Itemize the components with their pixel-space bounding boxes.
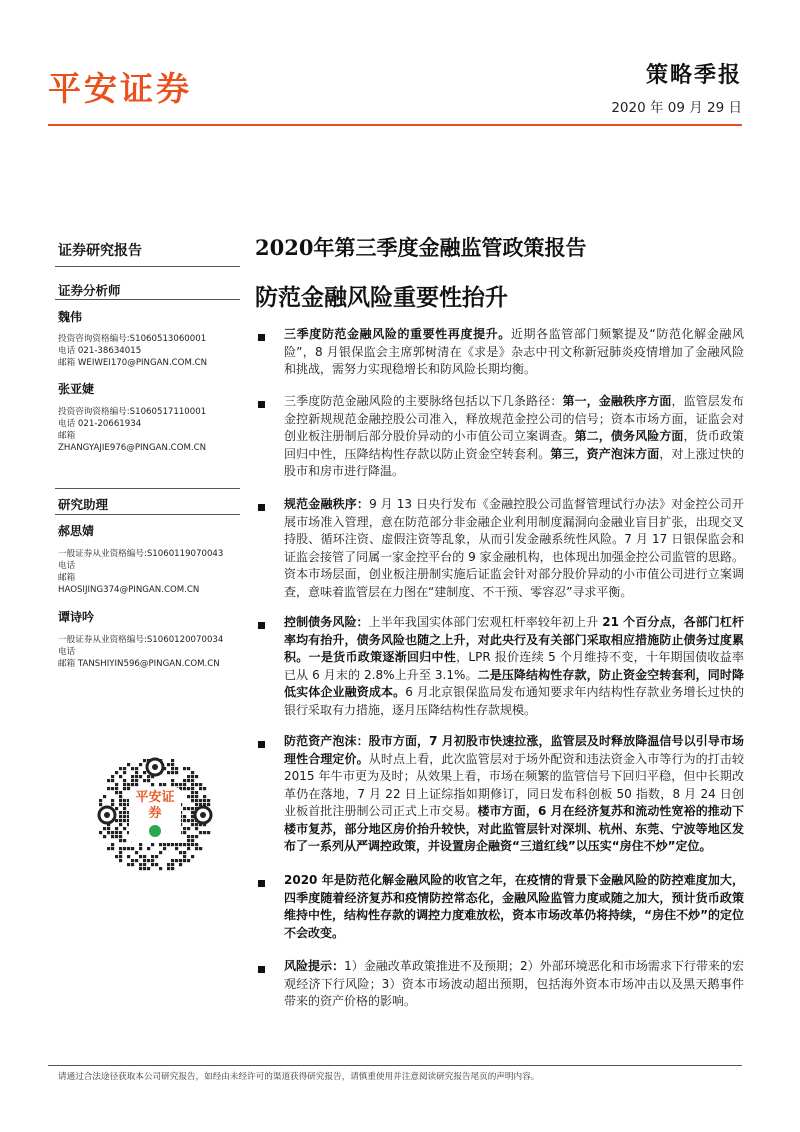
bullet-body: 9 月 13 日央行发布《金融控股公司监督管理试行办法》对金控公司开展市场准入管理，意在防范部分非金融企业利用制度漏洞向金融业盲目扩张，出现交叉持股、循环注资、虚假注资等乱象，从而引发金融系统性风险。7 月 17 日银保监会和证监会接管了同属一家金控平台的 9 家金融机构，也体现出加强金控公司监管的思路。资本市场层面，创业板注册制实施后证监会针对部分股价异动的小市值公司进行立案调查，意味着监管层在力图在“建制度、不干预、零容忍”寻求平衡。 (284, 497, 744, 599)
analyst-phone: 电话 021-20661934 (58, 419, 142, 429)
qr-module (171, 767, 174, 770)
qr-module (171, 763, 174, 766)
qr-module (175, 771, 178, 774)
qr-module (115, 855, 118, 858)
summary-bullet (284, 393, 744, 481)
bullet-square-icon (258, 334, 265, 341)
qr-module (151, 855, 154, 858)
qr-module (135, 771, 138, 774)
qr-module (143, 771, 146, 774)
bullet-bold-text: 2020 年是防范化解金融风险的收官之年，在疫情的背景下金融风险的防控难度加大，四季度随着经济复苏和疫情防控常态化，金融风险监管力度或随之加大，预计货币政策维持中性，结构性存款的调控力度难放松，资本市场改革仍将持续，“房住不炒”的定位不会改变。 (284, 873, 744, 940)
bullet-bold-text: 第一，金融秩序方面 (562, 394, 672, 408)
qr-module (111, 831, 114, 834)
qr-logo-badge (129, 787, 181, 843)
qr-module (199, 783, 202, 786)
assistant-email[interactable]: 邮箱 TANSHIYIN596@PINGAN.COM.CN (58, 659, 220, 669)
qr-module (115, 787, 118, 790)
qr-module (127, 847, 130, 850)
qr-logo-text: 平安证券 (135, 790, 175, 821)
company-logo: 平安证券 (48, 69, 192, 108)
sidebar-divider (55, 514, 240, 515)
qr-module (127, 783, 130, 786)
qr-module (139, 855, 142, 858)
qr-module (123, 807, 126, 810)
qr-module (207, 803, 210, 806)
qr-module (103, 827, 106, 830)
qr-module (119, 819, 122, 822)
qr-module (131, 863, 134, 866)
qr-module (111, 835, 114, 838)
bullet-square-icon (258, 622, 265, 629)
qr-module (191, 855, 194, 858)
qr-module (123, 811, 126, 814)
assistant-phone: 电话 (58, 647, 76, 657)
qr-module (143, 867, 146, 870)
report-date: 2020 年 09 月 29 日 (611, 100, 742, 116)
qr-module (123, 803, 126, 806)
bullet-body: ，LPR 报价连续 5 个月维持不变，十年期国债收益率已从 6 月末的 2.8%上升至 3.1%。 (284, 650, 744, 682)
qr-module (107, 779, 110, 782)
qr-module (143, 859, 146, 862)
analysts-heading: 证券分析师 (58, 283, 121, 298)
qr-module (199, 847, 202, 850)
qr-module (159, 783, 162, 786)
qr-module (123, 799, 126, 802)
qr-module (203, 799, 206, 802)
qr-module (151, 783, 154, 786)
qr-module (167, 771, 170, 774)
sidebar-divider (55, 488, 240, 489)
qr-module (171, 783, 174, 786)
assistant-name: 郝思婧 (58, 524, 95, 538)
qr-module (171, 771, 174, 774)
qr-module (115, 827, 118, 830)
qr-module (119, 847, 122, 850)
analyst-license: 投资咨询资格编号:S1060517110001 (58, 407, 207, 417)
qr-module (131, 783, 134, 786)
qr-module (195, 783, 198, 786)
assistant-license: 一般证券从业资格编号:S1060119070043 (58, 549, 224, 559)
qr-module (143, 779, 146, 782)
qr-module (167, 863, 170, 866)
qr-module (143, 759, 146, 762)
qr-module (199, 831, 202, 834)
qr-module (191, 839, 194, 842)
qr-module (187, 819, 190, 822)
qr-module (163, 843, 166, 846)
report-type: 策略季报 (645, 63, 742, 88)
page-subtitle: 防范金融风险重要性抬升 (255, 285, 508, 311)
page-title: 2020年第三季度金融监管政策报告 (255, 235, 587, 260)
qr-module (175, 859, 178, 862)
qr-module (183, 855, 186, 858)
bullet-bold-text: 二是压降结构性存款，防止资金空转套利，同时降低实体企业融资成本。 (284, 667, 744, 699)
bullet-square-icon (258, 504, 265, 511)
qr-module (151, 863, 154, 866)
qr-module (199, 787, 202, 790)
bullet-bold-text: 控制债务风险： (284, 615, 369, 629)
qr-module (123, 815, 126, 818)
qr-module (175, 847, 178, 850)
qr-module (147, 867, 150, 870)
qr-module (183, 819, 186, 822)
qr-module (115, 791, 118, 794)
qr-module (195, 823, 198, 826)
qr-module (183, 859, 186, 862)
qr-module (191, 799, 194, 802)
analyst-email[interactable]: ZHANGYAJIE976@PINGAN.COM.CN (58, 443, 207, 453)
summary-bullet (284, 872, 744, 942)
qr-module (203, 787, 206, 790)
summary-bullet (284, 733, 744, 856)
qr-module (183, 779, 186, 782)
qr-module (195, 835, 198, 838)
qr-module (167, 867, 170, 870)
qr-module (207, 799, 210, 802)
qr-module (115, 807, 118, 810)
qr-module (135, 859, 138, 862)
qr-module (139, 847, 142, 850)
qr-module (179, 843, 182, 846)
qr-module (171, 779, 174, 782)
qr-module (187, 843, 190, 846)
qr-module (143, 855, 146, 858)
qr-code[interactable] (95, 755, 215, 875)
qr-module (203, 831, 206, 834)
qr-module (115, 835, 118, 838)
qr-module (115, 819, 118, 822)
qr-module (123, 819, 126, 822)
bullet-square-icon (258, 741, 265, 748)
qr-module (123, 827, 126, 830)
mini-program-icon (149, 825, 161, 837)
bullet-body: 6 月北京银保监局发布通知要求年内结构性存款业务增长过快的银行采取有力措施，逐月压降结构性存款规模。 (284, 685, 744, 717)
summary-bullet (284, 614, 744, 719)
bullet-body: 从时点上看，此次监管层对于场外配资和违法资金入市等行为的打击较 2015 年牛市更为及时；从效果上看，市场在频繁的监管信号下回归平稳，但中长期改革仍在落地，7 月 22 日上证综指如期修订，同日发布科创板 50 指数，8 月 24 日创业板首批注册制公司正式上市交易。 (284, 751, 744, 818)
qr-module (187, 827, 190, 830)
qr-module (99, 799, 102, 802)
qr-module (183, 783, 186, 786)
qr-module (151, 859, 154, 862)
qr-module (131, 859, 134, 862)
qr-module (127, 763, 130, 766)
qr-module (135, 783, 138, 786)
qr-module (175, 783, 178, 786)
qr-module (119, 823, 122, 826)
qr-module (123, 787, 126, 790)
analyst-phone: 电话 021-38634015 (58, 346, 142, 356)
analyst-name: 魏伟 (58, 310, 83, 324)
qr-module (191, 807, 194, 810)
qr-module (159, 867, 162, 870)
qr-module (131, 767, 134, 770)
qr-module (187, 795, 190, 798)
qr-module (119, 803, 122, 806)
summary-bullet (284, 326, 744, 379)
qr-module (195, 843, 198, 846)
qr-module (131, 775, 134, 778)
qr-module (123, 847, 126, 850)
bullet-bold-text: 规范金融秩序： (284, 497, 370, 511)
qr-module (183, 787, 186, 790)
qr-module (139, 763, 142, 766)
qr-module (119, 791, 122, 794)
qr-module (119, 839, 122, 842)
bullet-square-icon (258, 401, 265, 408)
qr-module (123, 779, 126, 782)
qr-module (127, 855, 130, 858)
qr-module (107, 787, 110, 790)
qr-module (203, 795, 206, 798)
qr-module (179, 851, 182, 854)
qr-module (195, 791, 198, 794)
qr-module (207, 831, 210, 834)
qr-module (119, 815, 122, 818)
qr-module (155, 855, 158, 858)
analyst-email-label: 邮箱 (58, 431, 76, 441)
qr-module (135, 779, 138, 782)
analyst-email[interactable]: 邮箱 WEIWEI170@PINGAN.COM.CN (58, 358, 208, 368)
assistant-email[interactable]: HAOSIJING374@PINGAN.COM.CN (58, 585, 200, 595)
qr-module (175, 767, 178, 770)
qr-module (199, 799, 202, 802)
qr-module (143, 863, 146, 866)
sidebar-divider (55, 266, 240, 267)
qr-module (175, 843, 178, 846)
qr-module (107, 847, 110, 850)
qr-module (179, 863, 182, 866)
bullet-bold-text: 风险提示： (284, 959, 345, 973)
qr-module (147, 847, 150, 850)
qr-module (119, 811, 122, 814)
assistants-heading: 研究助理 (58, 497, 109, 512)
qr-module (103, 795, 106, 798)
qr-module (135, 851, 138, 854)
qr-module (191, 779, 194, 782)
qr-module (147, 775, 150, 778)
qr-module (183, 831, 186, 834)
bullet-square-icon (258, 880, 265, 887)
qr-finder-dot (200, 812, 206, 818)
qr-module (119, 831, 122, 834)
report-category-label: 证券研究报告 (58, 243, 142, 259)
qr-module (123, 771, 126, 774)
qr-module (111, 843, 114, 846)
assistant-name: 谭诗吟 (58, 610, 95, 624)
qr-module (139, 775, 142, 778)
bullet-body: 上半年我国实体部门宏观杠杆率较年初上升 (368, 615, 603, 629)
qr-module (111, 799, 114, 802)
bullet-bold-text: 21 个百分点，各部门杠杆率均有抬升，债务风险也随之上升，对此央行及有关部门采取相应措施防止债务过度累积。一是货币政策逐渐回归中性 (284, 615, 744, 664)
qr-finder-dot (152, 764, 158, 770)
qr-module (119, 835, 122, 838)
qr-module (115, 771, 118, 774)
qr-module (195, 847, 198, 850)
bullet-body: ，监管层发布金控新规规范金融控股公司准入，释放规范金控公司的信号；资本市场方面，证监会对创业板注册制后部分股价异动的小市值公司立案调查。 (284, 394, 744, 443)
qr-module (191, 775, 194, 778)
qr-module (187, 839, 190, 842)
qr-module (99, 831, 102, 834)
qr-finder-dot (104, 812, 110, 818)
qr-module (139, 843, 142, 846)
qr-module (183, 851, 186, 854)
qr-module (183, 807, 186, 810)
qr-module (111, 787, 114, 790)
qr-module (111, 847, 114, 850)
qr-module (187, 767, 190, 770)
qr-module (183, 827, 186, 830)
summary-bullet (284, 496, 744, 601)
qr-module (171, 863, 174, 866)
qr-module (119, 767, 122, 770)
qr-module (195, 775, 198, 778)
qr-module (111, 775, 114, 778)
qr-module (191, 823, 194, 826)
analyst-license: 投资咨询资格编号:S1060513060001 (58, 334, 207, 344)
qr-module (191, 783, 194, 786)
qr-module (163, 847, 166, 850)
bullet-body: 三季度防范金融风险的主要脉络包括以下几条路径： (284, 394, 563, 408)
bullet-square-icon (258, 966, 265, 973)
header-divider (48, 124, 742, 126)
analyst-name: 张亚婕 (58, 382, 95, 396)
qr-module (195, 827, 198, 830)
qr-module (187, 847, 190, 850)
bullet-bold-text: 第二，债务风险方面 (574, 429, 684, 443)
bullet-body: ，对上涨过快的股市和房市进行降温。 (284, 446, 744, 478)
qr-module (123, 767, 126, 770)
qr-module (111, 803, 114, 806)
footer-divider (48, 1065, 742, 1066)
qr-module (131, 847, 134, 850)
bullet-body: 近期各监管部门频繁提及“防范化解金融风险”，8 月银保监会主席郭树清在《求是》杂志中刊文称新冠肺炎疫情增加了金融风险和挑战，需努力实现稳增长和防风险长期均衡。 (284, 327, 744, 376)
qr-module (99, 803, 102, 806)
qr-module (191, 843, 194, 846)
qr-module (191, 787, 194, 790)
qr-module (195, 803, 198, 806)
qr-module (187, 787, 190, 790)
qr-module (115, 783, 118, 786)
qr-module (191, 771, 194, 774)
qr-module (119, 859, 122, 862)
qr-module (171, 859, 174, 862)
qr-module (187, 807, 190, 810)
qr-module (111, 779, 114, 782)
assistant-license: 一般证券从业资格编号:S1060120070034 (58, 635, 224, 645)
qr-module (147, 779, 150, 782)
qr-module (135, 767, 138, 770)
footer-disclaimer: 请通过合法途径获取本公司研究报告，如经由未经许可的渠道获得研究报告，请慎重使用并注意阅读研究报告尾页的声明内容。 (58, 1072, 540, 1082)
bullet-lead: 三季度防范金融风险的重要性再度提升。 (284, 327, 511, 341)
qr-module (191, 795, 194, 798)
qr-module (131, 779, 134, 782)
qr-module (123, 783, 126, 786)
qr-module (127, 863, 130, 866)
qr-module (139, 867, 142, 870)
qr-module (119, 851, 122, 854)
assistant-email-label: 邮箱 (58, 573, 76, 583)
qr-module (139, 863, 142, 866)
qr-module (123, 839, 126, 842)
qr-module (115, 831, 118, 834)
bullet-body: ，货币政策回归中性，压降结构性存款以防止资金空转套利。 (284, 429, 744, 461)
qr-module (107, 827, 110, 830)
qr-module (167, 763, 170, 766)
qr-module (191, 791, 194, 794)
qr-module (183, 767, 186, 770)
qr-module (187, 779, 190, 782)
qr-module (167, 843, 170, 846)
qr-module (163, 783, 166, 786)
bullet-bold-text: 防范资产泡沫：股市方面，7 月初股市快速拉涨，监管层及时释放降温信号以引导市场理性合理定价。 (284, 734, 744, 766)
qr-module (151, 843, 154, 846)
qr-module (179, 859, 182, 862)
summary-bullet (284, 958, 744, 1011)
assistant-phone: 电话 (58, 561, 76, 571)
qr-module (191, 819, 194, 822)
bullet-body: 1）金融改革政策推进不及预期；2）外部环境恶化和市场需求下行带来的宏观经济下行风险；3）资本市场波动超出预期，包括海外资本市场冲击以及黑天鹅事件带来的资产价格的影响。 (284, 959, 744, 1008)
qr-module (119, 775, 122, 778)
bullet-bold-text: 第三，资产泡沫方面 (550, 446, 660, 461)
qr-module (195, 799, 198, 802)
qr-module (187, 835, 190, 838)
qr-module (183, 843, 186, 846)
qr-module (147, 859, 150, 862)
qr-module (119, 855, 122, 858)
qr-module (187, 859, 190, 862)
qr-module (159, 843, 162, 846)
qr-module (159, 851, 162, 854)
bullet-bold-text: 楼市方面，6 月在经济复苏和流动性宽裕的推动下楼市复苏，部分地区房价抬升较快，对此监管层针对深圳、杭州、东莞、宁波等地区发布了一系列从严调控政策，并设置房企融资“三道红线”以压实“房住不炒”定位。 (284, 804, 744, 853)
qr-module (171, 867, 174, 870)
qr-module (195, 795, 198, 798)
qr-module (135, 775, 138, 778)
sidebar-divider (55, 299, 240, 300)
qr-module (191, 835, 194, 838)
qr-module (179, 783, 182, 786)
qr-module (107, 831, 110, 834)
qr-module (119, 795, 122, 798)
qr-module (183, 815, 186, 818)
qr-module (119, 799, 122, 802)
qr-module (103, 835, 106, 838)
qr-module (171, 759, 174, 762)
qr-module (171, 843, 174, 846)
qr-module (155, 863, 158, 866)
qr-module (187, 775, 190, 778)
